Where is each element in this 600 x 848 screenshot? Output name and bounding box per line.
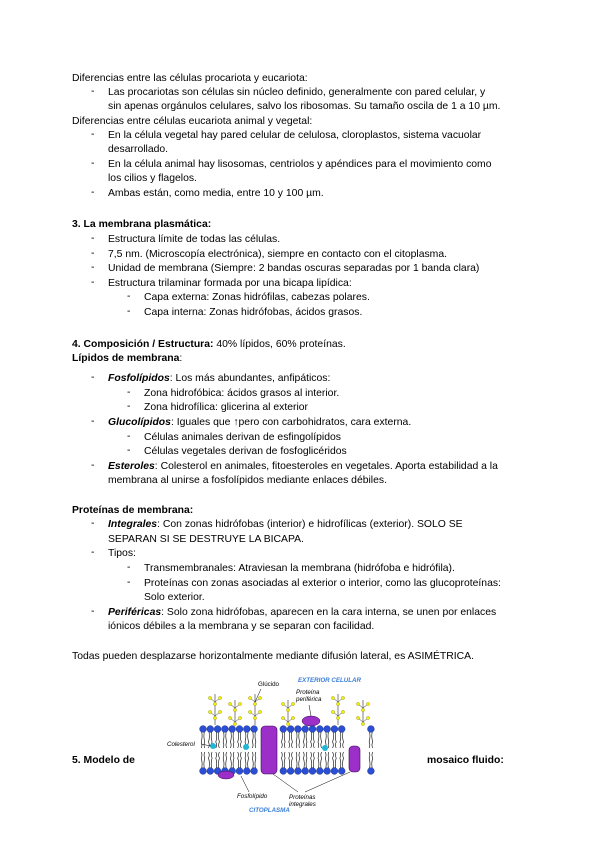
label-proteinas-integrales-1: Proteínas: [289, 794, 316, 801]
s1-item4: Ambas están, como media, entre 10 y 100 µm.: [108, 188, 324, 199]
s1-item1-line2: sin apenas orgánulos celulares, salvo los ribosomas. Su tamaño oscila de 1 a 10 µm.: [108, 101, 501, 112]
tipos: Tipos:: [108, 548, 136, 559]
phospholipid-head: [207, 726, 214, 733]
s1-title2: Diferencias entre células eucariota animal y vegetal:: [72, 116, 313, 127]
glucido-unit: [331, 710, 334, 713]
lipidos-heading-line: [72, 352, 182, 366]
glucido-unit: [286, 708, 289, 711]
tipos-sub1: Transmembranales: Atraviesan la membrana (hidrófoba e hidrófila).: [144, 563, 455, 574]
glucido-unit: [213, 702, 216, 705]
figure-background: [163, 672, 420, 844]
phospholipid-head: [338, 726, 345, 733]
s4-heading-bold: 4. Composición / Estructura:: [72, 339, 214, 350]
glucolipidos-line: [108, 416, 411, 430]
integrales-line2: SEPARAN SI SE DESTRUYE LA BICAPA.: [108, 534, 304, 545]
phospholipid-head: [207, 768, 214, 775]
glucido-unit: [356, 716, 359, 719]
proteinas-heading: Proteínas de membrana:: [72, 505, 194, 516]
s3-sub1: Capa externa: Zonas hidrófilas, cabezas polares.: [144, 292, 370, 303]
phospholipid-head: [324, 726, 331, 733]
esteroles-line: [108, 460, 498, 474]
bullet-dash: -: [127, 431, 131, 442]
lipidos-heading: Lípidos de membrana: [72, 353, 180, 364]
s3-item2: 7,5 nm. (Microscopía electrónica), siempre en contacto con el citoplasma.: [108, 249, 447, 260]
bullet-dash: -: [127, 445, 131, 456]
phospholipid-head: [200, 726, 207, 733]
fosfo-sub1: Zona hidrofóbica: ácidos grasos al interior.: [144, 388, 340, 399]
glucido-unit: [238, 716, 241, 719]
transmembrane-protein: [261, 726, 277, 774]
phospholipid-head: [295, 768, 302, 775]
s1-item1-line1: Las procariotas son células sin núcleo definido, generalmente con pared celular, y: [108, 87, 486, 98]
phospholipid-head: [331, 726, 338, 733]
glucido-unit: [281, 702, 284, 705]
bullet-dash: -: [91, 547, 95, 558]
glucido-unit: [233, 708, 236, 711]
bullet-dash: -: [127, 306, 131, 317]
label-citoplasma: CITOPLASMA: [249, 807, 290, 814]
perifericas-text: : Solo zona hidrófobas, aparecen en la cara interna, se unen por enlaces: [161, 607, 497, 618]
s1-item3-line1: En la célula animal hay lisosomas, centriolos y apéndices para el movimiento como: [108, 159, 492, 170]
label-proteina-periferica-2: periférica: [296, 696, 322, 703]
bullet-dash: -: [91, 277, 95, 288]
phospholipid-head: [200, 768, 207, 775]
integrales-term: Integrales: [108, 519, 158, 530]
glucido-unit: [208, 696, 211, 699]
phospholipid-head: [243, 768, 250, 775]
glucido-unit: [291, 716, 294, 719]
phospholipid-head: [368, 726, 375, 733]
esteroles-text: : Colesterol en animales, fitoesteroles en vegetales. Aporta estabilidad a la: [154, 461, 498, 472]
bullet-dash: -: [91, 460, 95, 471]
phospholipid-head: [324, 768, 331, 775]
peripheral-protein-outer: [302, 716, 320, 726]
s1-title: Diferencias entre las células procariota y eucariota:: [72, 73, 308, 84]
fosfolipidos-line: [108, 372, 330, 386]
phospholipid-head: [295, 726, 302, 733]
fosfo-sub2: Zona hidrofílica: glicerina al exterior: [144, 402, 309, 413]
phospholipid-head: [316, 726, 323, 733]
phospholipid-head: [302, 768, 309, 775]
perifericas-line: [108, 606, 496, 620]
phospholipid-head: [338, 768, 345, 775]
glucido-unit: [253, 716, 256, 719]
glucido-unit: [341, 696, 344, 699]
s4-heading-rest: 40% lípidos, 60% proteínas.: [213, 339, 346, 350]
tipos-sub2-line2: Solo exterior.: [144, 592, 205, 603]
glucido-unit: [356, 702, 359, 705]
s3-item1: Estructura límite de todas las células.: [108, 234, 281, 245]
glucido-unit: [361, 708, 364, 711]
s3-item3: Unidad de membrana (Siempre: 2 bandas oscuras separadas por 1 banda clara): [108, 263, 480, 274]
glucido-unit: [218, 696, 221, 699]
phospholipid-head: [280, 768, 287, 775]
integrales-line: [108, 518, 463, 532]
bullet-dash: -: [127, 387, 131, 398]
gluco-sub1: Células animales derivan de esfingolípidos: [144, 432, 341, 443]
lipidos-colon: :: [179, 353, 183, 364]
cholesterol-molecule: [322, 745, 328, 751]
phospholipid-head: [251, 726, 258, 733]
phospholipid-head: [309, 768, 316, 775]
glucido-unit: [213, 716, 216, 719]
phospholipid-head: [251, 768, 258, 775]
s3-heading: 3. La membrana plasmática:: [72, 219, 212, 230]
peripheral-protein-inner: [218, 771, 234, 779]
glucido-unit: [336, 716, 339, 719]
s4-heading: [72, 338, 346, 352]
bullet-dash: -: [127, 562, 131, 573]
bullet-dash: -: [91, 158, 95, 169]
phospholipid-head: [368, 768, 375, 775]
glucido-unit: [341, 710, 344, 713]
label-glucido: Glúcido: [258, 681, 279, 688]
phospholipid-head: [316, 768, 323, 775]
glucido-unit: [248, 710, 251, 713]
bullet-dash: -: [91, 262, 95, 273]
s3-item4: Estructura trilaminar formada por una bicapa lipídica:: [108, 278, 352, 289]
s1-item3-line2: los cilios y flagelos.: [108, 173, 197, 184]
phospholipid-head: [309, 726, 316, 733]
glucido-unit: [208, 710, 211, 713]
bullet-dash: -: [91, 86, 95, 97]
bullet-dash: -: [127, 577, 131, 588]
label-colesterol: Colesterol: [167, 741, 195, 748]
s1-item2-line2: desarrollado.: [108, 144, 169, 155]
fluid-mosaic-figure: [163, 672, 420, 844]
glucido-unit: [248, 696, 251, 699]
glucido-unit: [228, 702, 231, 705]
s3-sub2: Capa interna: Zonas hidrófobas, ácidos grasos.: [144, 307, 363, 318]
phospholipid-head: [222, 726, 229, 733]
perifericas-term: Periféricas: [108, 607, 162, 618]
phospholipid-head: [280, 726, 287, 733]
glucido-unit: [331, 696, 334, 699]
bullet-dash: -: [91, 372, 95, 383]
glucido-unit: [291, 702, 294, 705]
bullet-dash: -: [91, 233, 95, 244]
phospholipid-head: [229, 726, 236, 733]
s5-right: mosaico fluido:: [427, 755, 504, 766]
fosfolipidos-term: Fosfolípidos: [108, 373, 170, 384]
glucolipidos-text: : Iguales que ↑pero con carbohidratos, cara externa.: [170, 417, 412, 428]
s1-item2-line1: En la célula vegetal hay pared celular de celulosa, cloroplastos, sistema vacuolar: [108, 130, 482, 141]
label-fosfolipido: Fosfolípido: [237, 793, 268, 800]
glucido-unit: [366, 716, 369, 719]
esteroles-term: Esteroles: [108, 461, 155, 472]
glucolipidos-term: Glucolípidos: [108, 417, 171, 428]
glucido-unit: [253, 702, 256, 705]
bullet-dash: -: [127, 401, 131, 412]
phospholipid-head: [287, 768, 294, 775]
bullet-dash: -: [91, 129, 95, 140]
phospholipid-head: [243, 726, 250, 733]
glucido-unit: [361, 722, 364, 725]
phospholipid-head: [331, 768, 338, 775]
label-proteinas-integrales-2: integrales: [289, 801, 316, 808]
bullet-dash: -: [91, 416, 95, 427]
glucido-unit: [258, 710, 261, 713]
glucido-unit: [281, 716, 284, 719]
bullet-dash: -: [91, 606, 95, 617]
glucido-unit: [238, 702, 241, 705]
bullet-dash: -: [91, 187, 95, 198]
glucido-unit: [286, 722, 289, 725]
integral-protein-inner: [349, 746, 360, 772]
phospholipid-head: [214, 726, 221, 733]
phospholipid-head: [236, 768, 243, 775]
glucido-unit: [218, 710, 221, 713]
fosfolipidos-text: : Los más abundantes, anfipáticos:: [169, 373, 331, 384]
s5-left: 5. Modelo de: [72, 755, 135, 766]
phospholipid-head: [236, 726, 243, 733]
glucido-unit: [366, 702, 369, 705]
label-exterior: EXTERIOR CELULAR: [298, 677, 361, 684]
perifericas-line2: iónicos débiles a la membrana y se separan con facilidad.: [108, 621, 375, 632]
label-proteina-periferica-1: Proteína: [296, 689, 320, 696]
phospholipid-head: [287, 726, 294, 733]
bullet-dash: -: [91, 248, 95, 259]
glucido-unit: [228, 716, 231, 719]
glucido-unit: [336, 702, 339, 705]
todas-text: Todas pueden desplazarse horizontalmente mediante difusión lateral, es ASIMÉTRICA.: [72, 651, 474, 662]
bullet-dash: -: [127, 291, 131, 302]
integrales-text: : Con zonas hidrófobas (interior) e hidrofílicas (exterior). SOLO SE: [157, 519, 463, 530]
gluco-sub2: Células vegetales derivan de fosfoglicéridos: [144, 446, 347, 457]
cholesterol-molecule: [243, 744, 249, 750]
glucido-unit: [233, 722, 236, 725]
tipos-sub2-line1: Proteínas con zonas asociadas al exterior o interior, como las glucoproteínas:: [144, 578, 501, 589]
glucido-unit: [258, 696, 261, 699]
phospholipid-head: [302, 726, 309, 733]
esteroles-line2: membrana al unirse a fosfolípidos mediante enlaces débiles.: [108, 475, 387, 486]
bullet-dash: -: [91, 518, 95, 529]
